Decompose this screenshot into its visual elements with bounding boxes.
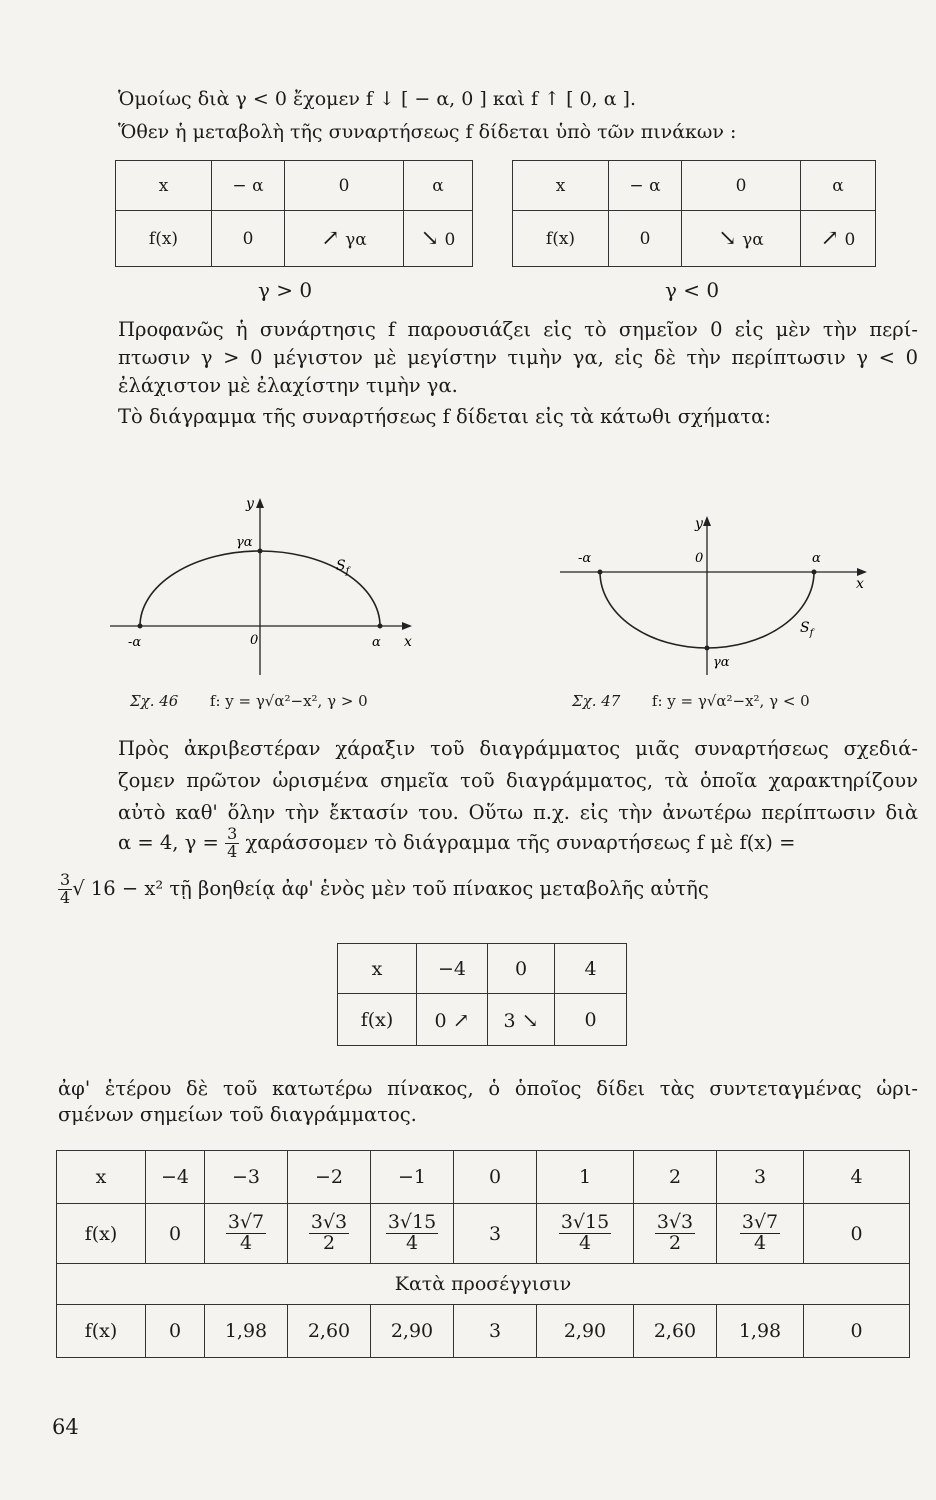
- approx-cell: 0: [146, 1305, 205, 1358]
- fig46-y-label: y: [246, 496, 254, 512]
- fig46-neg-a-label: -α: [128, 635, 142, 650]
- intro-line-2: Ὅθεν ἡ μεταβολὴ τῆς συναρτήσεως f δίδεται ὑπὸ τῶν πινάκων :: [118, 121, 737, 143]
- x-cell: 4: [804, 1151, 910, 1204]
- fraction: $\frac{3√7}{4}$: [227, 1211, 265, 1254]
- approx-cell: 1,98: [717, 1305, 804, 1358]
- x-cell: 1: [537, 1151, 634, 1204]
- vt-ex-x-1: −4: [417, 944, 488, 994]
- values-table-approx-row: [57, 1305, 910, 1358]
- para3-line-2: ζομεν πρῶτον ὡρισμένα σημεῖα τοῦ διαγράμματος, τὰ ὁποῖα χαρακτηρίζουν: [118, 769, 918, 792]
- fraction-3-4-b: $\frac{3}{4}$: [60, 870, 71, 907]
- para1-line-3: ἐλάχιστον μὲ ἐλαχίστην τιμὴν γα.: [118, 374, 458, 397]
- figure-46-diagram: [110, 490, 430, 680]
- para2-line: Τὸ διάγραμμα τῆς συναρτήσεως f δίδεται εἰς τὰ κάτωθι σχήματα:: [118, 405, 771, 428]
- para1-line-1: Προφανῶς ἡ συνάρτησις f παρουσιάζει εἰς τὸ σημεῖον 0 εἰς μὲν τὴν περί-: [118, 318, 918, 341]
- intro-line-1: Ὁμοίως διὰ γ < 0 ἔχομεν f ↓ [ − α, 0 ] καὶ f ↑ [ 0, α ].: [118, 88, 637, 110]
- approx-cell: 0: [804, 1305, 910, 1358]
- vt-pos-x-3: α: [404, 161, 473, 211]
- vt-neg-x-head: x: [513, 161, 609, 211]
- para1-line-2: πτωσιν γ > 0 μέγιστον μὲ μεγίστην τιμὴν γα, εἰς δὲ τὴν περίπτωσιν γ < 0: [118, 346, 918, 369]
- fig46-caption: [130, 692, 368, 710]
- fig47-neg-a-label: -α: [578, 551, 592, 566]
- exact-cell: f(x): [57, 1204, 146, 1264]
- vt-ex-fx-1: 0 ↗: [417, 994, 488, 1046]
- x-cell: 0: [454, 1151, 537, 1204]
- x-cell: x: [57, 1151, 146, 1204]
- vt-neg-fx-mid: [682, 211, 801, 267]
- vt-ex-x-head: x: [338, 944, 417, 994]
- approx-cell: 2,60: [288, 1305, 371, 1358]
- vt-neg-fx-1: 0: [609, 211, 682, 267]
- fig47-caption-formula: f: y = γ√α²−x², γ < 0: [651, 692, 810, 710]
- fig46-point-max: [258, 549, 263, 554]
- fig47-pos-a-label: α: [812, 551, 821, 566]
- fig46-point-pos-a: [378, 624, 383, 629]
- approx-cell: f(x): [57, 1305, 146, 1358]
- x-cell: 3: [717, 1151, 804, 1204]
- fig47-x-label: x: [856, 576, 864, 592]
- decrease-arrow-icon: ↘: [420, 226, 440, 251]
- vt-ex-x-2: 0: [488, 944, 555, 994]
- fig46-caption-num: Σχ. 46: [130, 692, 179, 710]
- fig47-x-arrow-icon: [857, 568, 867, 576]
- x-cell: −1: [371, 1151, 454, 1204]
- values-table-exact-row: [57, 1204, 910, 1264]
- caption-gamma-positive: γ > 0: [258, 278, 313, 302]
- exact-cell: [205, 1204, 288, 1264]
- vt-pos-x-1: − α: [212, 161, 285, 211]
- vt-neg-x-1: − α: [609, 161, 682, 211]
- fig47-caption-num: Σχ. 47: [572, 692, 621, 710]
- increase-arrow-icon: ↗: [820, 226, 840, 251]
- fig46-pos-a-label: α: [372, 635, 381, 650]
- vt-pos-x-2: 0: [285, 161, 404, 211]
- variation-table-negative: [512, 160, 876, 267]
- fig47-point-neg-a: [598, 570, 603, 575]
- fig47-ya-label: γα: [713, 655, 730, 670]
- fraction: $\frac{3√15}{4}$: [387, 1211, 437, 1254]
- fraction: $\frac{3√3}{2}$: [310, 1211, 348, 1254]
- fig46-y-arrow-icon: [256, 498, 264, 508]
- x-cell: −2: [288, 1151, 371, 1204]
- fig46-origin-label: 0: [250, 633, 259, 648]
- increase-arrow-icon: ↗: [452, 1007, 470, 1032]
- page-number: 64: [52, 1415, 79, 1439]
- exact-cell: [717, 1204, 804, 1264]
- exact-cell: [371, 1204, 454, 1264]
- vt-pos-fx-2: γα: [345, 230, 367, 250]
- vt-pos-x-head: x: [116, 161, 212, 211]
- fig46-point-neg-a: [138, 624, 143, 629]
- vt-ex-fx-2: 3 ↘: [488, 994, 555, 1046]
- x-cell: −3: [205, 1151, 288, 1204]
- values-table: [56, 1150, 910, 1358]
- vt-pos-fx-3: ↘ 0: [404, 211, 473, 267]
- approx-cell: 1,98: [205, 1305, 288, 1358]
- fig46-x-arrow-icon: [402, 622, 412, 630]
- para3-line-5: $\frac{3}{4}$ √ 16 − x² τῇ βοηθείᾳ ἀφ' ἑνὸς μὲν τοῦ πίνακος μεταβολῆς αὐτῆς: [60, 870, 709, 907]
- decrease-arrow-icon: ↘: [718, 226, 737, 251]
- approx-cell: 2,90: [371, 1305, 454, 1358]
- fraction-3-4: $\frac{3}{4}$: [227, 824, 238, 861]
- fig47-point-pos-a: [812, 570, 817, 575]
- vt-neg-x-2: 0: [682, 161, 801, 211]
- exact-cell: [288, 1204, 371, 1264]
- fraction: $\frac{3√15}{4}$: [560, 1211, 610, 1254]
- vt-pos-fx-mid: [285, 211, 404, 267]
- fig47-curve-label: $S_f$: [800, 620, 814, 639]
- approx-cell: 3: [454, 1305, 537, 1358]
- fig47-y-label: y: [695, 516, 703, 532]
- fig46-x-label: x: [404, 634, 412, 650]
- exact-cell: [634, 1204, 717, 1264]
- para3-line-3: αὐτὸ καθ' ὅλην τὴν ἔκτασίν του. Οὕτω π.χ. εἰς τὴν ἀνωτέρω περίπτωσιν διὰ: [118, 801, 918, 824]
- x-cell: 2: [634, 1151, 717, 1204]
- fig47-y-arrow-icon: [703, 516, 711, 526]
- vt-neg-fx-3: ↗ 0: [801, 211, 876, 267]
- fig47-origin-label: 0: [695, 551, 704, 566]
- values-table-approx-label-row: [57, 1264, 910, 1305]
- x-cell: −4: [146, 1151, 205, 1204]
- values-table-x-row: [57, 1151, 910, 1204]
- caption-gamma-negative: γ < 0: [665, 278, 720, 302]
- fig47-caption: [572, 692, 810, 710]
- fig46-caption-formula: f: y = γ√α²−x², γ > 0: [209, 692, 368, 710]
- exact-cell: 0: [146, 1204, 205, 1264]
- fig46-curve-label: $S_f$: [336, 558, 350, 577]
- para3-line-4: α = 4, γ = $\frac{3}{4}$ χαράσσομεν τὸ διάγραμμα τῆς συναρτήσεως f μὲ f(x) =: [118, 824, 796, 861]
- exact-cell: 3: [454, 1204, 537, 1264]
- variation-table-example: [337, 943, 627, 1046]
- figure-47-diagram: [560, 510, 880, 680]
- para3-line-1: Πρὸς ἀκριβεστέραν χάραξιν τοῦ διαγράμματος μιᾶς συναρτήσεως σχεδιά-: [118, 737, 918, 760]
- vt-ex-x-3: 4: [555, 944, 627, 994]
- vt-neg-fx-head: f(x): [513, 211, 609, 267]
- fraction: $\frac{3√7}{4}$: [741, 1211, 779, 1254]
- decrease-arrow-icon: ↘: [521, 1007, 539, 1032]
- approx-cell: 2,60: [634, 1305, 717, 1358]
- vt-pos-fx-1: 0: [212, 211, 285, 267]
- increase-arrow-icon: ↗: [321, 226, 340, 251]
- approx-label: Κατὰ προσέγγισιν: [57, 1264, 910, 1305]
- fraction: $\frac{3√3}{2}$: [656, 1211, 694, 1254]
- vt-neg-x-3: α: [801, 161, 876, 211]
- approx-cell: 2,90: [537, 1305, 634, 1358]
- fig46-ya-label: γα: [236, 535, 253, 550]
- fig47-point-min: [705, 646, 710, 651]
- vt-ex-fx-head: f(x): [338, 994, 417, 1046]
- exact-cell: 0: [804, 1204, 910, 1264]
- vt-ex-fx-3: 0: [555, 994, 627, 1046]
- vt-neg-fx-2: γα: [742, 230, 764, 250]
- variation-table-positive: [115, 160, 473, 267]
- para4-line-1: ἀφ' ἑτέρου δὲ τοῦ κατωτέρω πίνακος, ὁ ὁποῖος δίδει τὰς συντεταγμένας ὡρι-: [58, 1077, 918, 1100]
- para4-line-2: σμένων σημείων τοῦ διαγράμματος.: [58, 1103, 417, 1126]
- exact-cell: [537, 1204, 634, 1264]
- vt-pos-fx-head: f(x): [116, 211, 212, 267]
